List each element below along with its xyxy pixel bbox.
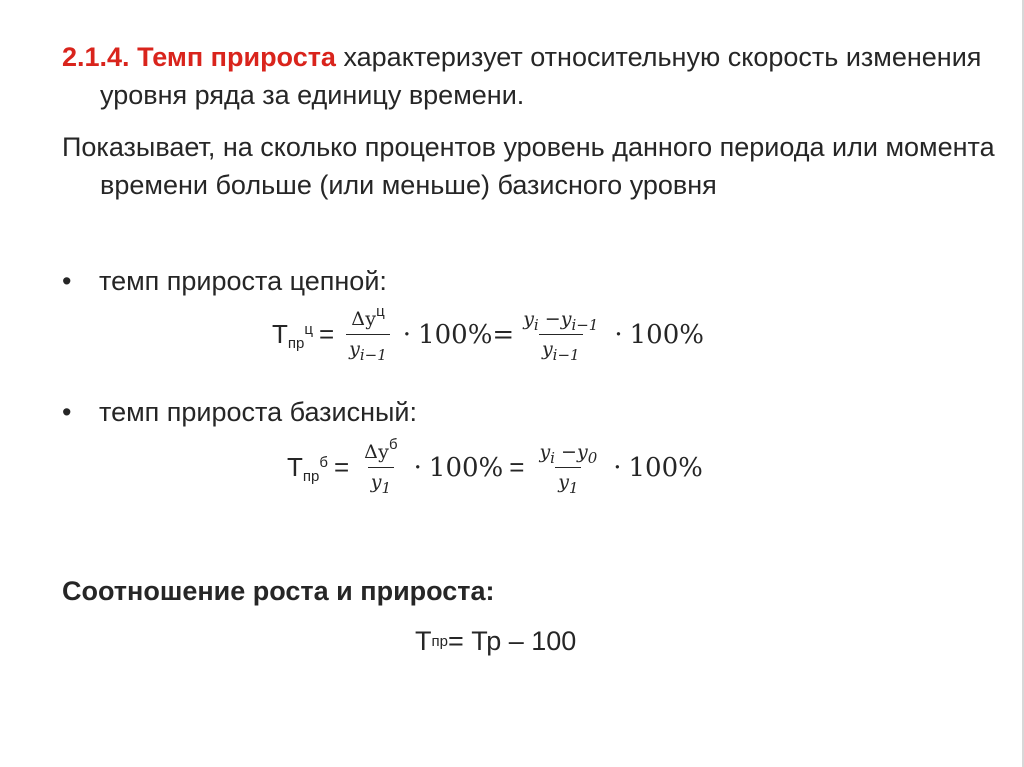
formula-relation: Т пр = Тр – 100 — [415, 626, 577, 656]
fraction-base-1: $\frac{\Delta у^б}{y_1}$ — [364, 436, 398, 497]
section-number: 2.1.4. — [62, 42, 130, 72]
paragraph-explanation: Показывает, на сколько процентов уровень данного периода или момента времени больше (или меньше) базисного уровня — [62, 132, 995, 200]
formula-base-lhs: $Т_{пр}^б$ — [287, 452, 328, 485]
bullet-chain: • — [62, 266, 72, 296]
bullet-base-label: темп прироста базисный: — [99, 397, 418, 427]
definition-text: характеризует относительную скорость изменения уровня ряда за единицу времени. — [100, 42, 982, 110]
percent-chain-1: 100%= — [418, 319, 515, 350]
percent-base-1: 100% — [428, 452, 504, 483]
paragraph-definition — [62, 38, 1000, 114]
percent-chain-2: 100% — [629, 319, 704, 350]
formula-chain: $Т_{пр}^ц$ = $\frac{\Delta у^ц}{y_{i-1}}$ · 100%= $\frac{y_i -y_{i-1}}{y_{i-1}}$ · 100% — [272, 303, 704, 364]
fraction-chain-2: $\frac{y_i -y_{i-1}}{y_{i-1}}$ — [523, 308, 599, 364]
bullet-base: • — [62, 397, 72, 427]
term-highlight: Темп прироста — [137, 42, 336, 72]
relation-heading: Соотношение роста и прироста: — [62, 576, 495, 606]
percent-base-2: 100% — [628, 452, 703, 483]
formula-chain-lhs: $Т_{пр}^ц$ — [272, 319, 313, 352]
formula-base: $Т_{пр}^б$ = $\frac{\Delta у^б}{y_1}$ · 100% = $\frac{y_i -y_0}{y_1}$ · 100% — [287, 436, 703, 497]
fraction-chain-1: $\frac{\Delta у^ц}{y_{i-1}}$ — [346, 308, 390, 361]
fraction-base-2: $\frac{y_i -y_0}{y_1}$ — [539, 441, 598, 497]
bullet-chain-label: темп прироста цепной: — [99, 266, 387, 296]
